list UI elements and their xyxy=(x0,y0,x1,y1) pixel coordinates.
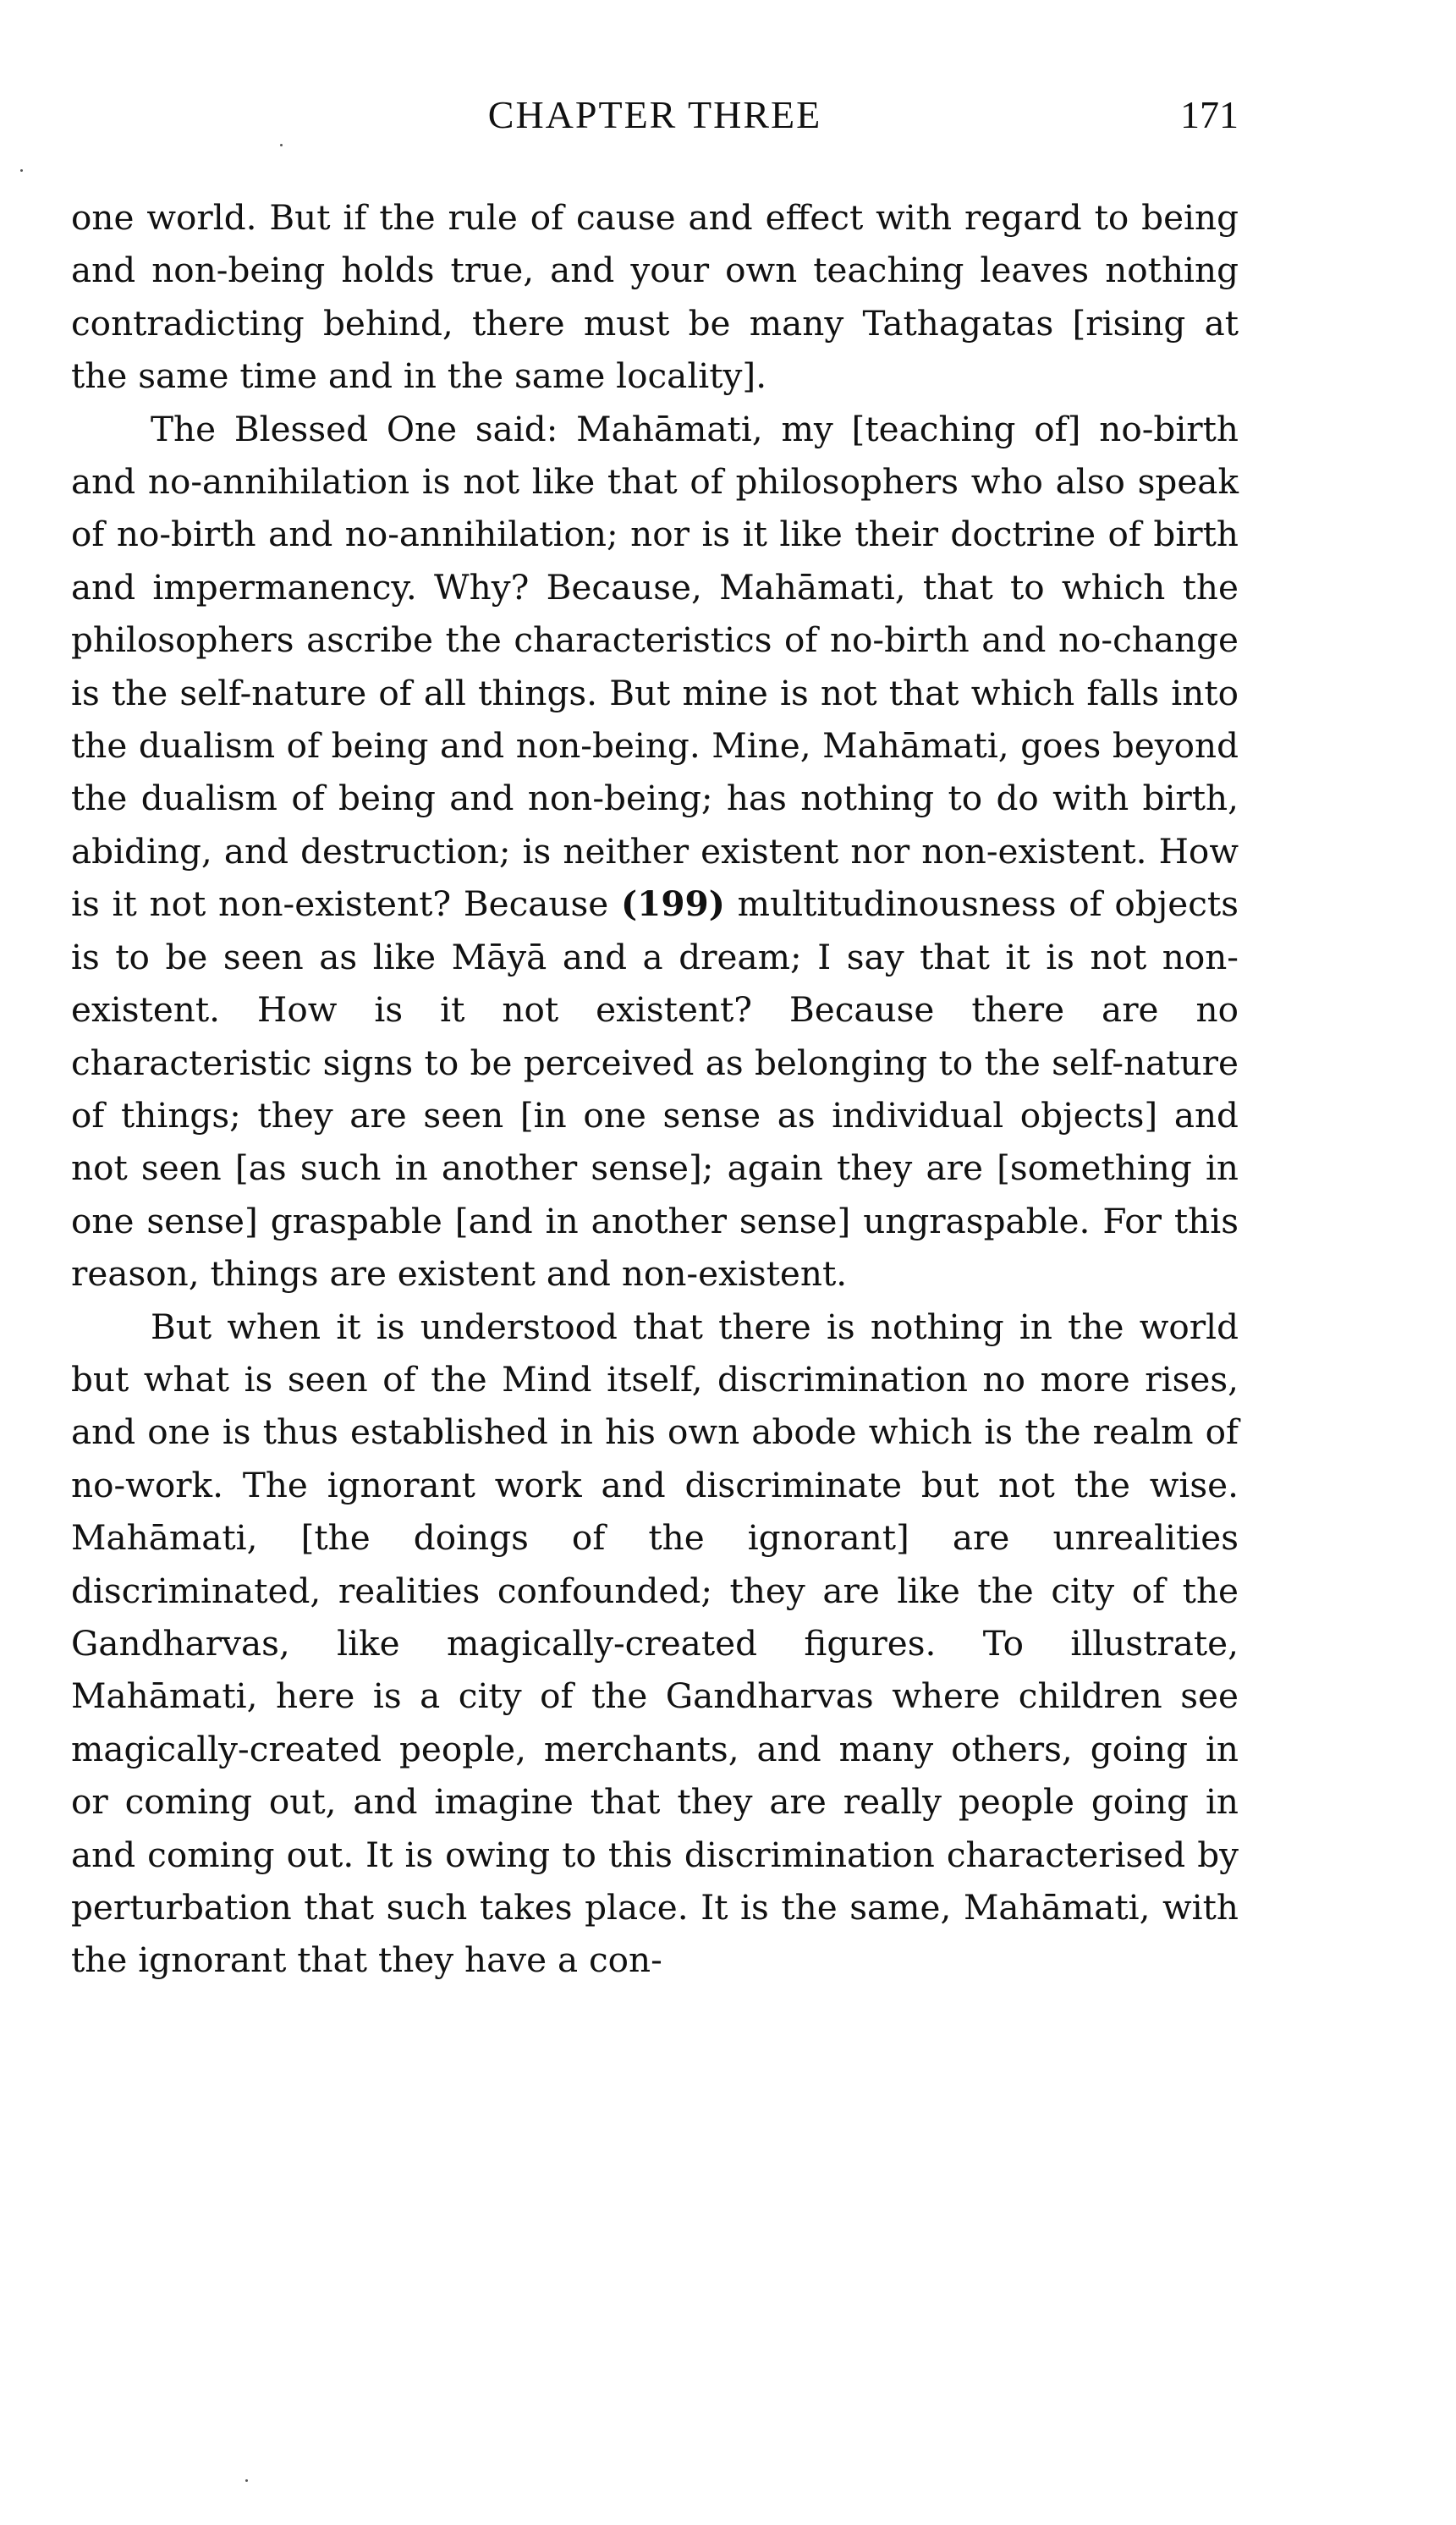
page-header xyxy=(71,90,1239,140)
running-head: CHAPTER THREE xyxy=(487,93,822,136)
paragraph-2 xyxy=(71,403,1239,1301)
paragraph-1: one world. But if the rule of cause and effect with regard to being and non-being holds true, and your own teaching leaves nothing contradicting behind, there must be many Tathagatas [rising at the same time and in the same locality]. xyxy=(71,197,1239,397)
body-text xyxy=(71,191,1239,1987)
paragraph-2-text-before: The Blessed One said: Mahāmati, my [teaching of] no-birth and no-annihilation is not like that of philosophers who also speak of no-birth and no-annihilation; nor is it like their doctrine of birth and impermanency. Why? Because, Mahāmati, that to which the philosophers ascribe the characteristics of no-birth and no-change is the self-nature of all things. But mine is not that which falls into the dualism of being and non-being. Mine, Mahāmati, goes beyond the dualism of being and non-being; has nothing to do with birth, abiding, and destruction; is neither existent nor non-existent. How is it not non-existent? Because xyxy=(71,408,1239,925)
page-number: 171 xyxy=(1180,93,1239,136)
print-speck xyxy=(245,2479,248,2482)
paragraph-2-text-after: multitudinousness of objects is to be seen as like Māyā and a dream; I say that it is not non-existent. How is it not existent? Because there are no characteristic signs to be perceived as belonging to the self-nature of things; they are seen [in one sense as individual objects] and not seen [as such in another sense]; again they are [something in one sense] graspable [and in another sense] ungraspable. For this reason, things are existent and non-existent. xyxy=(71,883,1239,1295)
page-reference: (199) xyxy=(621,883,725,925)
paragraph-3: But when it is understood that there is nothing in the world but what is seen of the Mind itself, discrimination no more rises, and one is thus established in his own abode which is the realm of no-work. The ignorant work and discriminate but not the wise. Mahāmati, [the doings of the ignorant] are unrealities discriminated, realities confounded; they are like the city of the Gandharvas, like magically-created figures. To illustrate, Mahāmati, here is a city of the Gandharvas where children see magically-created people, merchants, and many others, going in or coming out, and imagine that they are really people going in and coming out. It is owing to this discrimination characterised by perturbation that such takes place. It is the same, Mahāmati, with the ignorant that they have a con- xyxy=(71,1306,1239,1981)
print-speck xyxy=(280,144,283,146)
print-speck xyxy=(20,169,23,172)
